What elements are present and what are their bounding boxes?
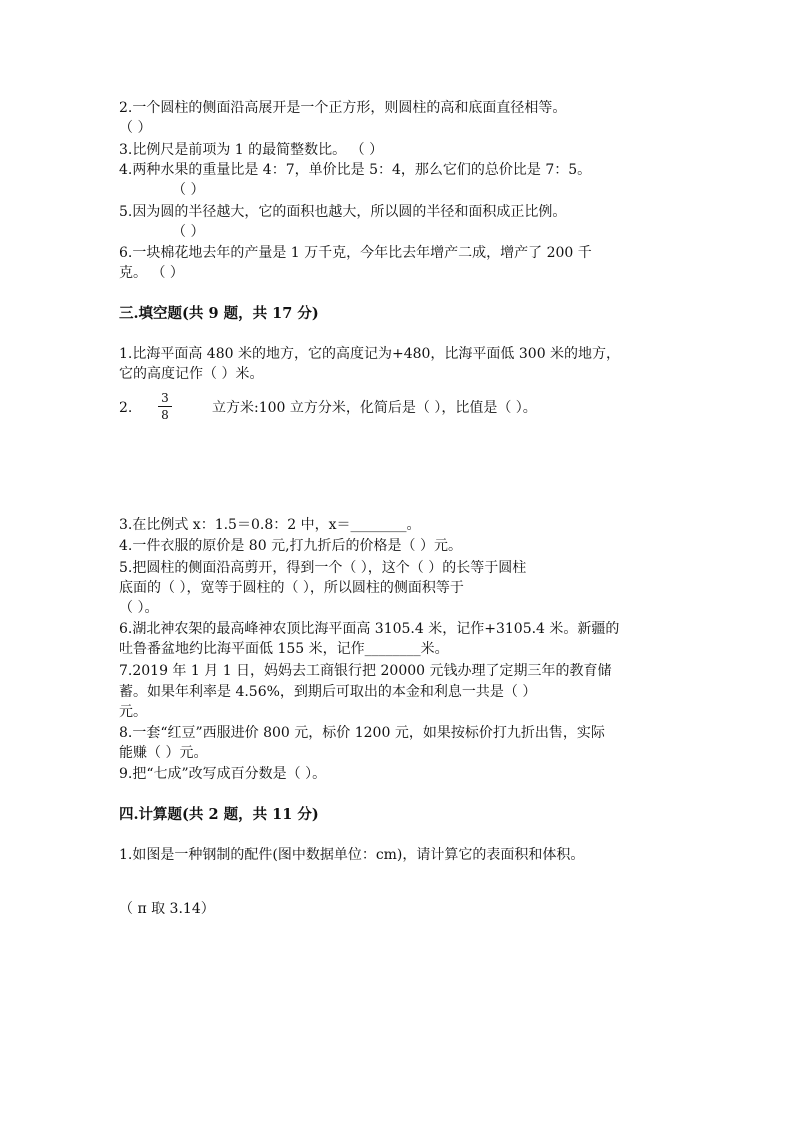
judgment-q5-line1: 5.因为圆的半径越大，它的面积也越大，所以圆的半径和面积成正比例。 [119,204,567,220]
fill-q7-line2: 蓄。如果年利率是 4.56%，到期后可取出的本金和利息一共是（ ） [119,684,537,700]
fill-q1-line2: 它的高度记作（ ）米。 [119,366,264,382]
calc-q1: 1.如图是一种钢制的配件(图中数据单位：cm)，请计算它的表面积和体积。 [119,847,585,863]
fill-q6-line2: 吐鲁番盆地约比海平面低 155 米，记作________米。 [119,641,449,657]
fill-q4: 4.一件衣服的原价是 80 元,打九折后的价格是（ ）元。 [119,538,462,554]
fraction-bar [158,406,172,407]
calc-section-title: 四.计算题(共 2 题，共 11 分) [119,806,319,823]
judgment-q2-line1: 2.一个圆柱的侧面沿高展开是一个正方形，则圆柱的高和底面直径相等。 [119,100,567,116]
judgment-q6-line2: 克。 （ ） [119,265,184,281]
fill-q7-line1: 7.2019 年 1 月 1 日，妈妈去工商银行把 20000 元钱办理了定期三年的教育储 [119,663,612,679]
fill-q5-line1: 5.把圆柱的侧面沿高剪开，得到一个（ ），这个（ ）的长等于圆柱 [119,560,527,576]
fill-q3: 3.在比例式 x：1.5＝0.8：2 中，x＝________。 [119,517,421,533]
fill-section-title: 三.填空题(共 9 题，共 17 分) [119,305,319,322]
judgment-q4-line1: 4.两种水果的重量比是 4：7，单价比是 5：4，那么它们的总价比是 7：5。 [119,162,592,178]
fill-q1-line1: 1.比海平面高 480 米的地方，它的高度记为+480，比海平面低 300 米的地方， [119,346,621,362]
fill-q2-number: 2. [119,400,133,416]
judgment-q5-answer: （ ） [172,224,205,240]
fraction-numerator: 3 [161,391,169,405]
judgment-q6-line1: 6.一块棉花地去年的产量是 1 万千克，今年比去年增产二成，增产了 200 千 [119,245,592,261]
calc-pi-note: （ π 取 3.14） [119,901,215,917]
judgment-q2-answer: （ ） [119,120,152,136]
fill-q5-line3: （ ）。 [119,600,159,616]
fill-q2-fraction [158,391,172,422]
fill-q6-line1: 6.湖北神农架的最高峰神农顶比海平面高 3105.4 米，记作+3105.4 米。新疆的 [119,621,620,637]
fill-q8-line1: 8.一套“红豆”西服进价 800 元，标价 1200 元，如果按标价打九折出售，实际 [119,725,605,741]
fill-q5-line2: 底面的（ ），宽等于圆柱的（ ），所以圆柱的侧面积等于 [119,580,464,596]
fill-q7-line3: 元。 [119,704,147,720]
fill-q9: 9.把“七成”改写成百分数是（ ）。 [119,766,327,782]
judgment-q3: 3.比例尺是前项为 1 的最简整数比。 （ ） [119,142,384,158]
fill-q2-text: 立方米:100 立方分米，化简后是（ ），比值是（ ）。 [212,400,537,416]
judgment-q4-answer: （ ） [172,182,205,198]
fill-q8-line2: 能赚（ ）元。 [119,745,208,761]
fraction-denominator: 8 [161,408,169,422]
